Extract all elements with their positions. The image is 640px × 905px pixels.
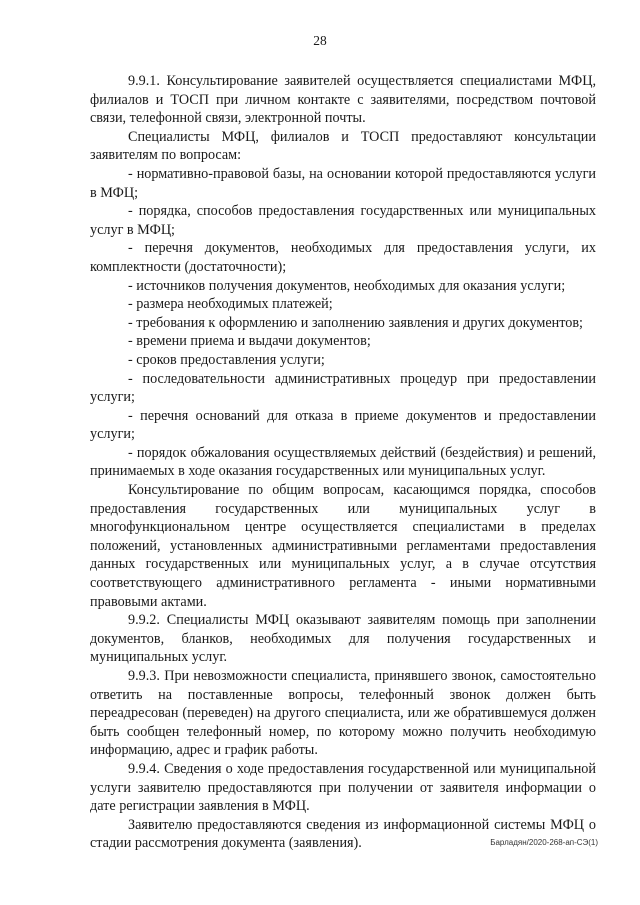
list-item-reception-time: - времени приема и выдачи документов; bbox=[128, 333, 371, 350]
paragraph-status-info: Заявителю предоставляются сведения из информационной системы МФЦ о стадии рассмотрения документа (заявления). bbox=[90, 816, 596, 852]
paragraph-9-9-3: 9.9.3. При невозможности специалиста, принявшего звонок, самостоятельно ответить на поставленные вопросы, телефонный звонок должен быть переадресован (переведен) на другого специалиста, или же обратившемуся должен быть сообщен телефонный номер, по которому можно получить необходимую информацию, адрес и график работы. bbox=[90, 668, 596, 759]
paragraph-9-9-4: 9.9.4. Сведения о ходе предоставления государственной или муниципальной услуги заявителю предоставляются при получении от заявителя информации о дате регистрации заявления в МФЦ. bbox=[90, 760, 596, 815]
list-item-normative-base: - нормативно-правовой базы, на основании которой предоставляются услуги в МФЦ; bbox=[90, 165, 596, 201]
page-number: 28 bbox=[313, 33, 327, 48]
list-item-documents-list: - перечня документов, необходимых для предоставления услуги, их комплектности (достаточности); bbox=[90, 240, 596, 275]
paragraph-general-consulting: Консультирование по общим вопросам, касающимся порядка, способов предоставления государственных или муниципальных услуг в многофункциональном центре осуществляется специалистами в пределах положений, установленных административными регламентами предоставления данных государственных или муниципальных услуг, а в случае отсутствия соответствующего административного регламента - иными нормативными правовыми актами. bbox=[90, 482, 596, 610]
paragraph-9-9-1: 9.9.1. Консультирование заявителей осуществляется специалистами МФЦ, филиалов и ТОСП при личном контакте с заявителями, посредством почтовой связи, телефонной связи, электронной почты. bbox=[90, 73, 596, 127]
list-item-procedure: - порядка, способов предоставления государственных или муниципальных услуг в МФЦ; bbox=[90, 203, 596, 238]
list-item-payments: - размера необходимых платежей; bbox=[128, 296, 333, 313]
list-item-refusal-grounds: - перечня оснований для отказа в приеме документов и предоставлении услуги; bbox=[90, 407, 596, 443]
list-item-procedure-sequence: - последовательности административных процедур при предоставлении услуги; bbox=[90, 370, 596, 406]
document-body bbox=[90, 72, 596, 853]
list-item-document-sources: - источников получения документов, необходимых для оказания услуги; bbox=[128, 277, 566, 294]
list-item-service-terms: - сроков предоставления услуги; bbox=[128, 351, 325, 368]
list-item-application-requirements: - требования к оформлению и заполнению заявления и других документов; bbox=[128, 314, 583, 331]
paragraph-consultation-topics-intro: Специалисты МФЦ, филиалов и ТОСП предоставляют консультации заявителям по вопросам: bbox=[90, 128, 596, 164]
paragraph-9-9-2: 9.9.2. Специалисты МФЦ оказывают заявителям помощь при заполнении документов, бланков, необходимых для получения государственных и муниципальных услуг. bbox=[90, 612, 596, 666]
document-reference: Барладян/2020-268-ап-СЭ(1) bbox=[490, 838, 598, 847]
list-item-appeal-procedure: - порядок обжалования осуществляемых действий (бездействия) и решений, принимаемых в ходе оказания государственных или муниципальных услуг. bbox=[90, 444, 596, 480]
